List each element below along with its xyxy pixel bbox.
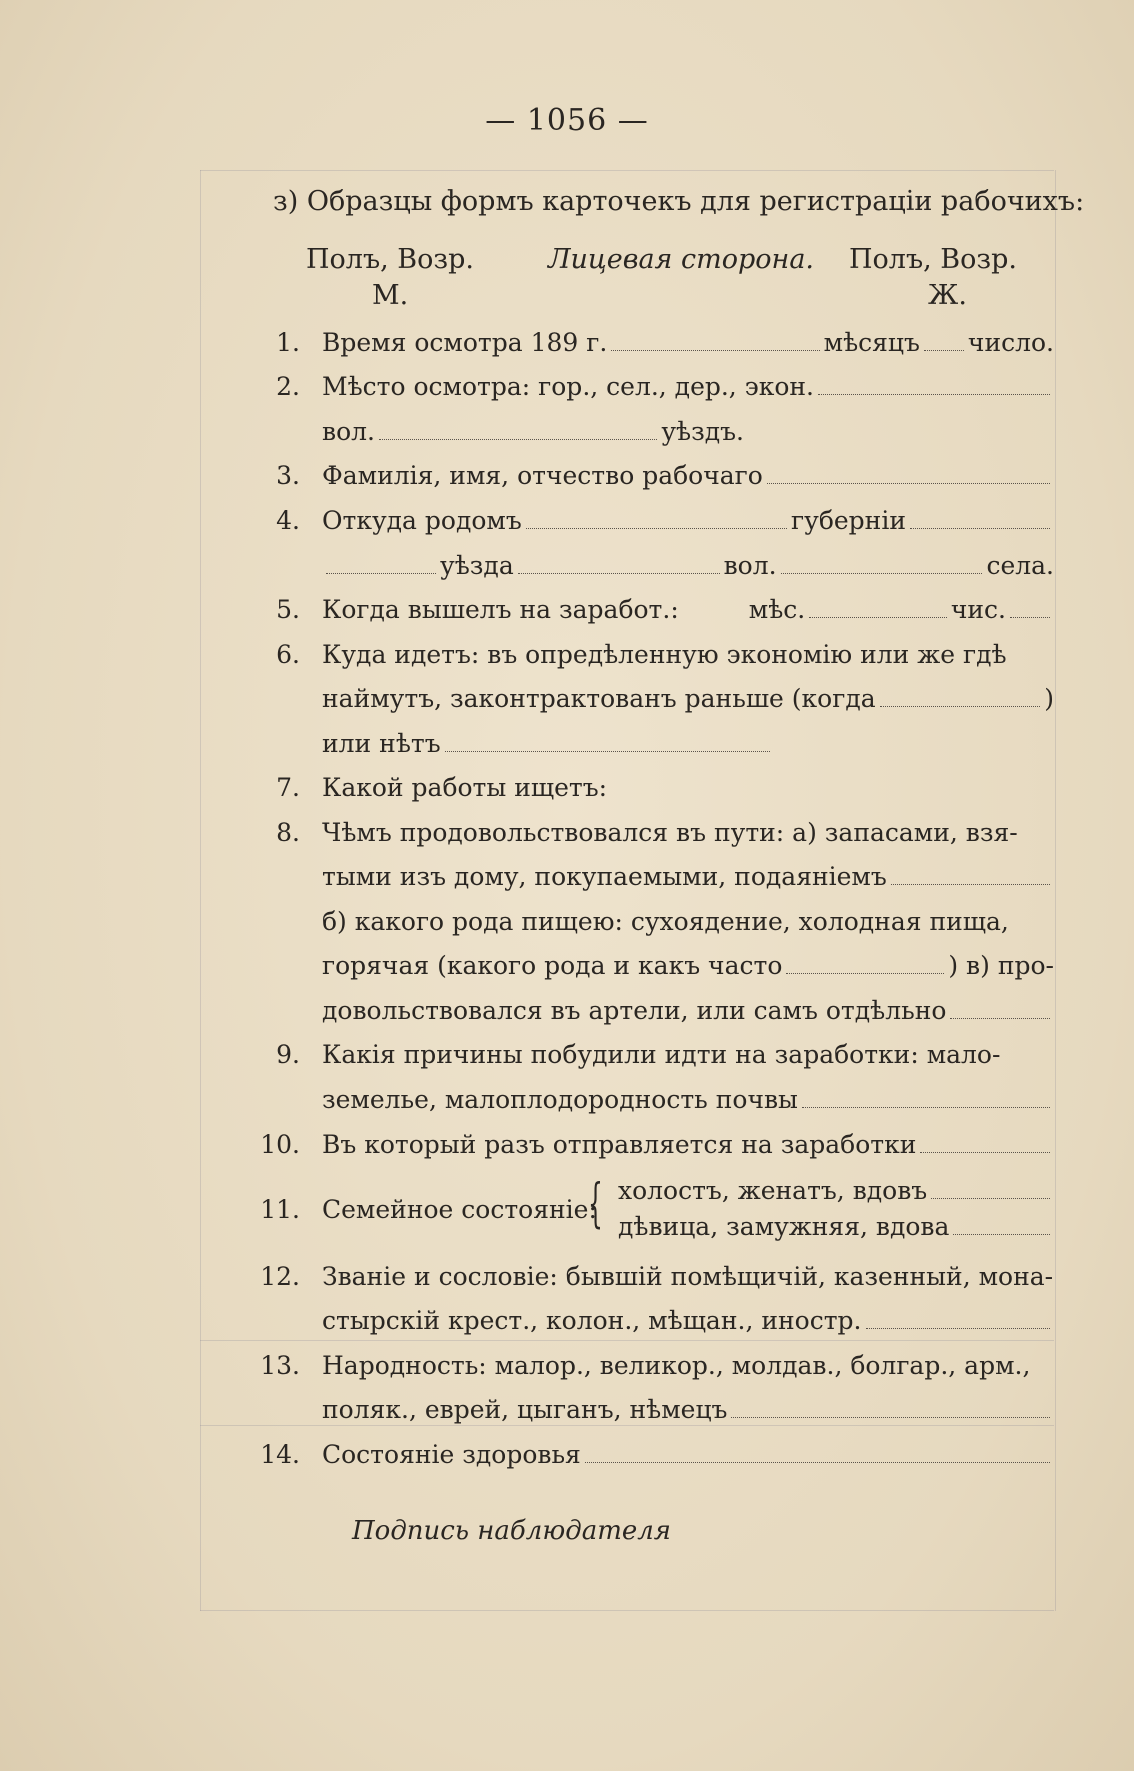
curly-brace: { [588, 1174, 603, 1234]
fill-in-blank [931, 1198, 1050, 1199]
form-line: поляк., еврей, цыганъ, нѣмецъ [322, 1395, 1054, 1425]
form-line: Званіе и сословіе: бывшій помѣщичій, казенный, мона- [322, 1262, 1054, 1291]
item-number: 1. [276, 328, 300, 357]
fill-in-blank [953, 1234, 1050, 1235]
form-line: Мѣсто осмотра: гор., сел., дер., экон. [322, 372, 1054, 402]
fill-in-blank [802, 1107, 1050, 1108]
form-line: горячая (какого рода и какъ часто ) в) про- [322, 951, 1054, 980]
fill-in-blank [924, 350, 964, 351]
form-line: наймутъ, законтрактованъ раньше (когда ) [322, 684, 1054, 713]
form-line: Фамилія, имя, отчество рабочаго [322, 461, 1054, 491]
fill-in-blank [326, 573, 436, 574]
fill-in-blank [920, 1152, 1050, 1153]
item-number: 9. [276, 1040, 300, 1069]
item-number: 13. [260, 1351, 300, 1380]
form-line: стырскій крест., колон., мѣщан., иностр. [322, 1306, 1054, 1336]
bleed-through-line [200, 170, 201, 1611]
item-number: 7. [276, 773, 300, 802]
form-line: Народность: малор., великор., молдав., болгар., арм., [322, 1351, 1031, 1380]
fill-in-blank [611, 350, 819, 351]
form-line: или нѣтъ [322, 729, 774, 759]
form-line: Когда вышелъ на заработ.: мѣс. чис. [322, 595, 1054, 625]
section-heading: з) Образцы формъ карточекъ для регистраціи рабочихъ: [273, 186, 1085, 217]
fill-in-blank [809, 617, 947, 618]
right-column-head: Полъ, Возр. [849, 244, 1017, 275]
fill-in-blank [786, 973, 944, 974]
item-number: 14. [260, 1440, 300, 1469]
fill-in-blank [585, 1462, 1050, 1463]
left-column-sub: М. [372, 280, 409, 311]
page-number: — 1056 — [485, 103, 649, 138]
bleed-through-line [200, 1610, 1054, 1611]
fill-in-blank [781, 573, 983, 574]
item-number: 8. [276, 818, 300, 847]
form-line: Откуда родомъ губерніи [322, 506, 1054, 536]
fill-in-blank [950, 1018, 1050, 1019]
fill-in-blank [445, 751, 770, 752]
item-number: 4. [276, 506, 300, 535]
form-line: тыми изъ дому, покупаемыми, подаяніемъ [322, 862, 1054, 892]
fill-in-blank [518, 573, 720, 574]
bleed-through-line [200, 170, 1054, 171]
fill-in-blank [379, 439, 657, 440]
fill-in-blank [1010, 617, 1050, 618]
signature-label: Подпись наблюдателя [352, 1516, 672, 1546]
form-line: вол. уѣздъ. [322, 417, 744, 446]
item-number: 6. [276, 640, 300, 669]
fill-in-blank [526, 528, 787, 529]
fill-in-blank [910, 528, 1050, 529]
form-line: довольствовался въ артели, или самъ отдѣльно [322, 996, 1054, 1026]
center-column-head: Лицевая сторона. [548, 244, 814, 275]
fill-in-blank [866, 1328, 1050, 1329]
form-line: Въ который разъ отправляется на заработки [322, 1130, 1054, 1160]
form-line: уѣзда вол. села. [322, 551, 1054, 581]
form-line: Состояніе здоровья [322, 1440, 1054, 1470]
form-line: земелье, малоплодородность почвы [322, 1085, 1054, 1115]
item-number: 5. [276, 595, 300, 624]
fill-in-blank [767, 483, 1050, 484]
bleed-through-line [200, 1425, 1054, 1426]
item-number: 11. [260, 1195, 300, 1224]
item-number: 3. [276, 461, 300, 490]
form-line: б) какого рода пищею: сухоядение, холодная пища, [322, 907, 1009, 936]
item-number: 10. [260, 1130, 300, 1159]
left-column-head: Полъ, Возр. [306, 244, 474, 275]
form-line: Куда идетъ: въ опредѣленную экономію или же гдѣ [322, 640, 1007, 669]
form-line: дѣвица, замужняя, вдова [618, 1212, 1054, 1242]
form-line: Время осмотра 189 г. мѣсяцъ число. [322, 328, 1054, 357]
fill-in-blank [818, 394, 1050, 395]
form-line: Какія причины побудили идти на заработки: мало- [322, 1040, 1001, 1069]
form-line: Чѣмъ продовольствовался въ пути: а) запасами, взя- [322, 818, 1018, 847]
bleed-through-line [1055, 170, 1056, 1611]
item-number: 2. [276, 372, 300, 401]
form-line: Какой работы ищетъ: [322, 773, 608, 802]
fill-in-blank [731, 1417, 1050, 1418]
fill-in-blank [891, 884, 1050, 885]
item-number: 12. [260, 1262, 300, 1291]
bleed-through-line [200, 1340, 1054, 1341]
right-column-sub: Ж. [928, 280, 967, 311]
form-line: Семейное состояніе: [322, 1195, 597, 1224]
fill-in-blank [880, 706, 1041, 707]
form-line: холостъ, женатъ, вдовъ [618, 1176, 1054, 1206]
